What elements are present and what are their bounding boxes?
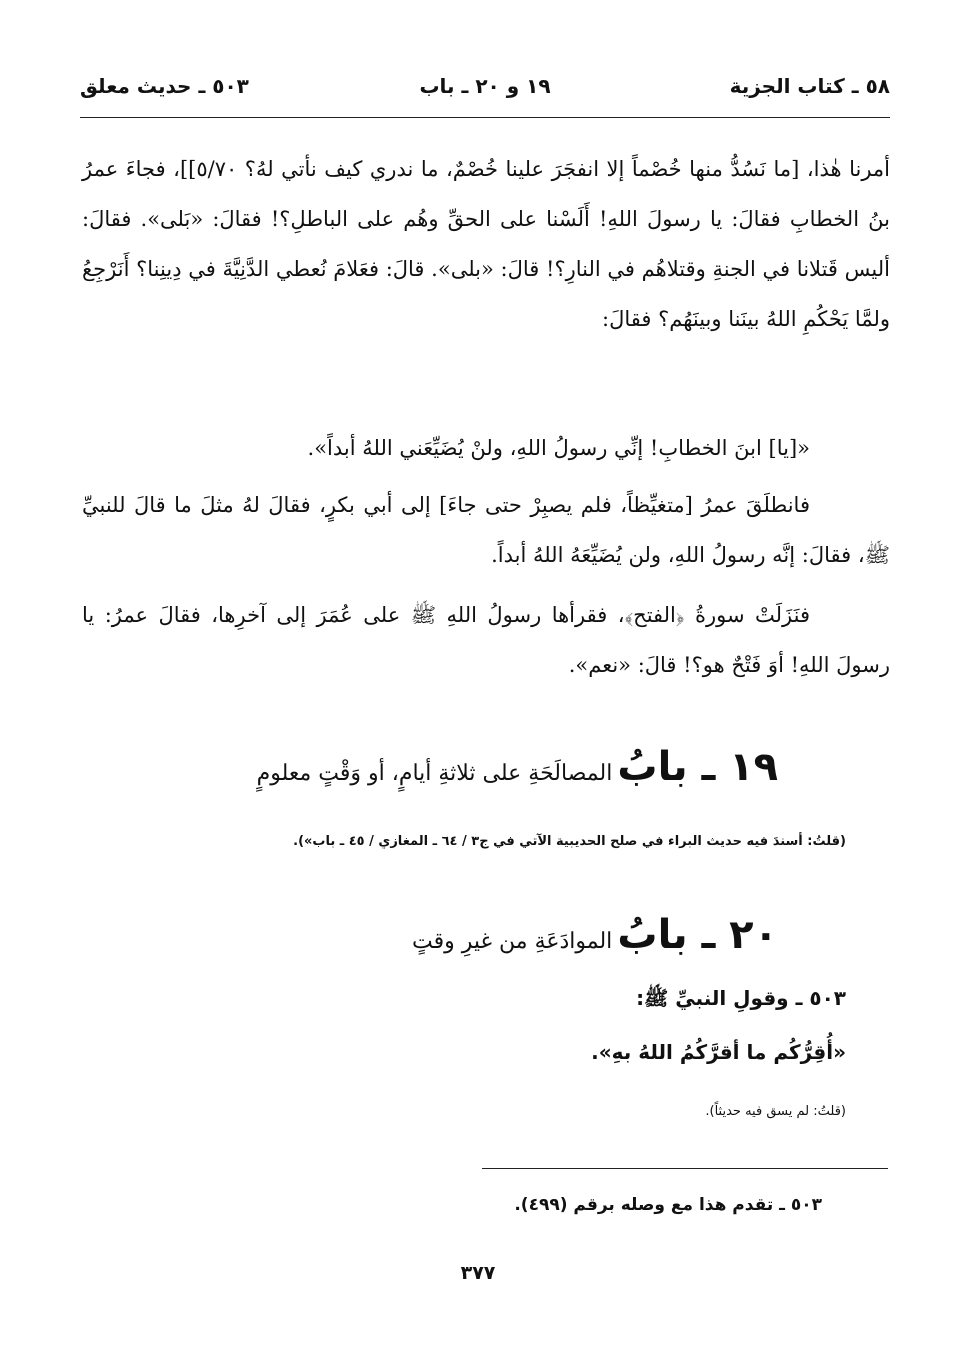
section-20-note: (قلتُ: لم يسق فيه حديثاً). <box>705 1104 846 1119</box>
paragraph-1: أمرنا هٰذا، [ما نَسُدُّ منها خُصْماً إلا انفجَرَ علينا خُصْمٌ، ما ندري كيف نأتي لهُ؟ ٥/٧٠]]، فجاءَ عمرُ بنُ الخطابِ فقالَ: يا رسولَ اللهِ! أَلَسْنا على الحقِّ وهُم على الباطلِ؟! فقالَ: «بَلى». فقالَ: أليس قَتلانا في الجنةِ وقتلاهُم في النارِ؟! قالَ: «بلى». قالَ: فعَلامَ نُعطي الدَّنِيَّةَ في دِينِنا؟ أَنَرْجِعُ ولمَّا يَحْكُمِ اللهُ بينَنا وبينَهُم؟ فقالَ: <box>82 157 891 331</box>
section-19-number: ١٩ ـ بابُ <box>617 744 778 790</box>
paragraph-2: «[يا] ابنَ الخطابِ! إنِّي رسولُ اللهِ، ولنْ يُضَيِّعَني اللهُ أبداً». <box>307 436 810 460</box>
section-19-note: (قلتُ: أسندَ فيه حديث البراء في صلح الحديبية الآتي في ج٣ / ٦٤ ـ المغازي / ٤٥ ـ باب»). <box>293 834 846 849</box>
paragraph-4: فنَزَلَتْ سورةُ ﴿الفتح﴾، فقرأها رسولُ اللهِ ﷺ على عُمَرَ إلى آخرِها، فقالَ عمرُ: يا رسولَ اللهِ! أوَ فَتْحٌ هو؟! قالَ: «نعم». <box>82 603 890 677</box>
hadith-503-quote: «أُقِرُّكُم ما أقرَّكُمُ اللهُ بهِ». <box>591 1040 846 1064</box>
running-header <box>80 70 890 106</box>
footnote: ٥٠٣ ـ تقدم هذا مع وصله برقم (٤٩٩). <box>514 1195 822 1215</box>
header-hadith: ٥٠٣ ـ حديث معلق <box>80 74 249 98</box>
header-chapter: ٥٨ ـ كتاب الجزية <box>729 74 890 98</box>
paragraph-3: فانطلَقَ عمرُ [متغيِّظاً، فلم يصبِرْ حتى جاءَ] إلى أبي بكرٍ، فقالَ لهُ مثلَ ما قالَ للنبيِّ ﷺ، فقالَ: إنَّه رسولُ اللهِ، ولن يُضَيِّعَهُ اللهُ أبداً. <box>82 493 890 567</box>
page-number: ٣٧٧ <box>460 1262 496 1284</box>
footnote-divider <box>482 1168 888 1169</box>
section-20-heading <box>412 912 778 958</box>
hadith-503-intro: ٥٠٣ ـ وقولِ النبيِّ ﷺ: <box>636 986 846 1010</box>
header-divider <box>80 117 890 118</box>
section-20-number: ٢٠ ـ بابُ <box>617 912 778 958</box>
section-20-title: الموادَعَةِ من غيرِ وقتٍ <box>412 929 613 954</box>
header-sections: ١٩ و ٢٠ ـ باب <box>419 74 551 98</box>
section-19-title: المصالَحَةِ على ثلاثةِ أيامٍ، أو وَقْتٍ معلومٍ <box>256 761 613 786</box>
section-19-heading <box>257 744 778 790</box>
